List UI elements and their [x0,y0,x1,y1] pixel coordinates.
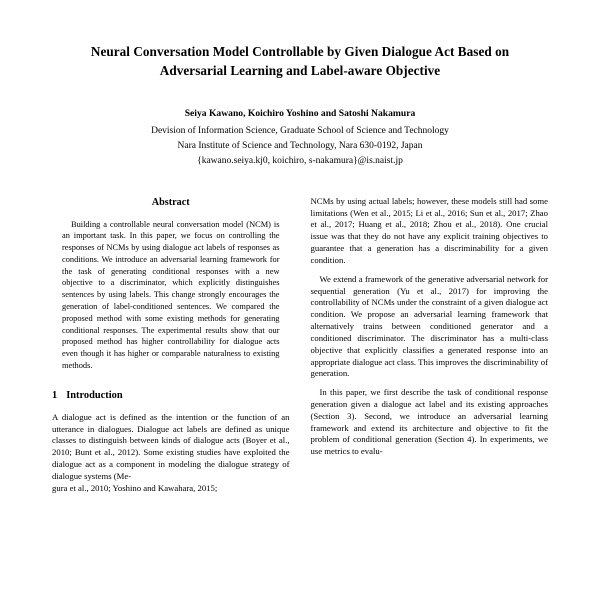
introduction-section-number: 1 [52,389,58,401]
affiliation-line-2: Nara Institute of Science and Technology, Nara 630-0192, Japan [177,141,423,151]
right-column [311,196,549,495]
introduction-paragraph-1: A dialogue act is defined as the intention or the function of an utterance in dialogues. Dialogue act labels are defined as unique classes to distinguish between kinds of dialogue acts (Boyer et al., 2010; Bunt et al., 2012). Some existing studies have exploited the dialogue act as a component in modeling the dialogue strategy of dialogue systems (Me- [52,411,290,481]
affiliation-line-1: Devision of Information Science, Graduate School of Science and Technology [151,125,449,136]
page-title: Neural Conversation Model Controllable by Given Dialogue Act Based on Adversarial Learning and Label-aware Objective [90,44,510,79]
left-column [52,196,290,495]
author-list: Seiya Kawano, Koichiro Yoshino and Satoshi Nakamura [184,108,416,120]
abstract-paragraph: Building a controllable neural conversation model (NCM) is an important task. In this paper, we focus on controlling the responses of NCMs by using dialogue act labels of responses as conditions. We introduce an adversarial learning framework for the task of generating conditional responses with a new objective to a discriminator, which explicitly distinguishes sentences by using labels. This change strongly encourages the generation of label-conditioned sentences. We compared the proposed method with some existing methods for generating conditional responses. The experimental results show that our proposed method has higher controllability for dialogue acts even though it has higher or comparable naturalness to existing methods. [62,219,280,370]
right-paragraph-1: NCMs by using actual labels; however, these models still had some limitations (Wen et al., 2015; Li et al., 2016; Sun et al., 2017; Zhao et al., 2017; Huang et al., 2018; Zhou et al., 2018). One crucial issue was that they do not have any explicit training objectives to guarantee that a generation has a discriminability for a given condition. [310,195,548,265]
introduction-heading [52,389,290,403]
abstract-heading: Abstract [151,196,190,208]
introduction-section-title: Introduction [66,389,123,401]
author-emails: {kawano.seiya.kj0, koichiro, s-nakamura}@is.naist.jp [197,156,403,167]
introduction-body [52,412,290,495]
right-paragraph-2: We extend a framework of the generative adversarial network for sequential generation (Yu et al., 2017) for improving the controllability of NCMs under the constraint of a given dialogue act condition. We propose an adversarial learning framework that alternatively trains between conditioned generator and a conditioned discriminator. The discriminator has a multi-class objective that explicitly classifies a generated response into an appropriate dialogue act class. This improves the discriminability of generation. [310,273,548,379]
abstract-body [62,219,280,372]
introduction-paragraph-1-continued: gura et al., 2010; Yoshino and Kawahara, 2015; [52,482,218,493]
two-column-body [52,196,548,495]
affiliation-block [52,124,548,170]
right-paragraph-3: In this paper, we first describe the task of conditional response generation given a dialogue act label and its existing approaches (Section 3). Second, we introduce an adversarial learning framework and extend its architecture and objective to fit the problem of conditional generation (Section 4). In experiments, we use metrics to evalu- [310,387,548,457]
